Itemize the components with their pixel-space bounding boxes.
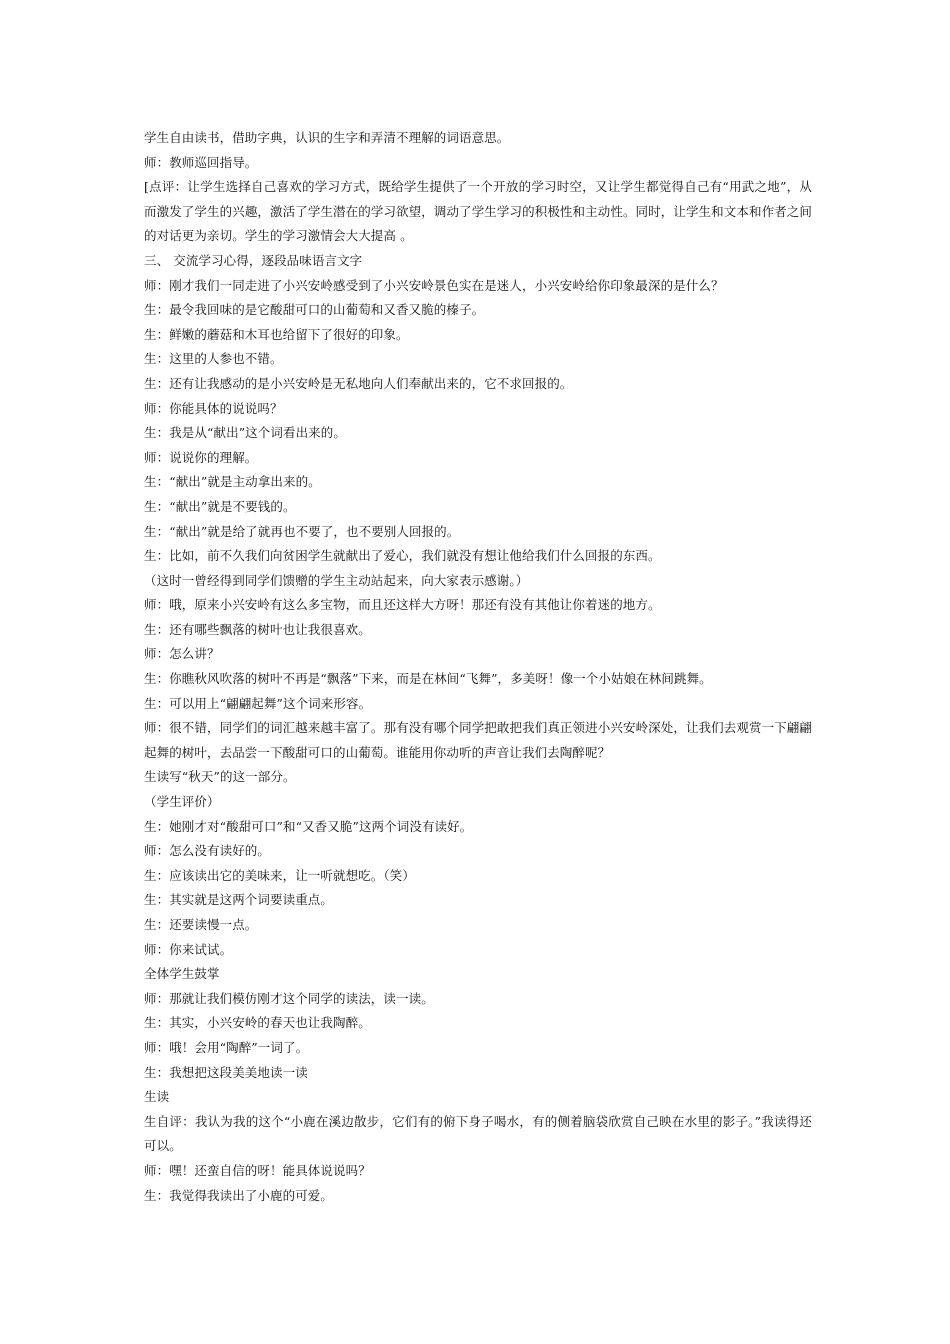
section-heading: 三、 交流学习心得，逐段品味语言文字 bbox=[144, 252, 363, 268]
text-line: 生：还有让我感动的是小兴安岭是无私地向人们奉献出来的，它不求回报的。 bbox=[144, 375, 573, 391]
text-line: 生：“献出”就是不要钱的。 bbox=[144, 498, 296, 514]
text-line: （学生评价） bbox=[144, 794, 220, 810]
text-line: 生：还要读慢一点。 bbox=[144, 917, 258, 932]
document-page bbox=[144, 126, 812, 1208]
text-line: 师：说说你的理解。 bbox=[144, 449, 258, 465]
text-line: 生：其实，小兴安岭的春天也让我陶醉。 bbox=[144, 1015, 371, 1031]
text-line: 生：鲜嫩的蘑菇和木耳也给留下了很好的印象。 bbox=[144, 326, 409, 342]
comment-paragraph: [点评：让学生选择自己喜欢的学习方式，既给学生提供了一个开放的学习时空，又让学生都觉得自己有“用武之地”，从而激发了学生的兴趣，激活了学生潜在的学习欲望，调动了学生学习的积极性和主动性。同时，让学生和文本和作者之间的对话更为亲切。学生的学习激情会大大提高 。 bbox=[144, 179, 812, 244]
text-line: 学生自由读书，借助字典，认识的生字和弄清不理解的词语意思。 bbox=[144, 130, 510, 145]
text-line: 师：那就让我们模仿刚才这个同学的读法，读一读。 bbox=[144, 990, 434, 1006]
text-line: 生：这里的人参也不错。 bbox=[144, 351, 283, 367]
text-line: 师：刚才我们一同走进了小兴安岭感受到了小兴安岭景色实在是迷人，小兴安岭给你印象最深的是什么？ bbox=[144, 277, 724, 293]
text-line: 生：可以用上“翩翩起舞”这个词来形容。 bbox=[144, 695, 372, 711]
text-line: 生读 bbox=[144, 1089, 170, 1105]
text-line: 生：她刚才对“酸甜可口”和“又香又脆”这两个词没有读好。 bbox=[144, 818, 473, 834]
text-line: 生读写“秋天”的这一部分。 bbox=[144, 769, 296, 785]
text-line: 生：我想把这段美美地读一读 bbox=[144, 1064, 308, 1080]
text-line: 师：哦！会用“陶醉”一词了。 bbox=[144, 1039, 309, 1055]
text-paragraph: 师：很不错，同学们的词汇越来越丰富了。那有没有哪个同学把敢把我们真正领进小兴安岭深处，让我们去观赏一下翩翩起舞的树叶，去品尝一下酸甜可口的山葡萄。谁能用你动听的声音让我们去陶醉呢？ bbox=[144, 720, 812, 760]
text-line: 生：“献出”就是主动拿出来的。 bbox=[144, 474, 321, 490]
text-line: 师：怎么讲？ bbox=[144, 646, 220, 662]
text-line: 全体学生鼓掌 bbox=[144, 966, 220, 982]
text-line: 生：我觉得我读出了小鹿的可爱。 bbox=[144, 1187, 334, 1203]
text-line: 师：教师巡回指导。 bbox=[144, 154, 258, 170]
text-line: 生：还有哪些飘落的树叶也让我很喜欢。 bbox=[144, 621, 371, 637]
text-line: 师：你能具体的说说吗？ bbox=[144, 400, 283, 416]
text-line: 师：哦，原来小兴安岭有这么多宝物，而且还这样大方呀！那还有没有其他让你着迷的地方。 bbox=[144, 597, 661, 613]
text-paragraph: 生自评：我认为我的这个“小鹿在溪边散步，它们有的俯下身子喝水，有的侧着脑袋欣赏自己映在水里的影子。”我读得还可以。 bbox=[144, 1113, 812, 1154]
text-line: 生：比如，前不久我们向贫困学生就献出了爱心，我们就没有想让他给我们什么回报的东西。 bbox=[144, 548, 661, 564]
text-line: 生：其实就是这两个词要读重点。 bbox=[144, 892, 334, 908]
text-line: 师：嘿！还蛮自信的呀！能具体说说吗？ bbox=[144, 1162, 371, 1178]
text-line: 师：怎么没有读好的。 bbox=[144, 843, 271, 859]
text-line: 生：我是从“献出”这个词看出来的。 bbox=[144, 425, 346, 441]
text-line: 师：你来试试。 bbox=[144, 941, 233, 957]
text-line: 生：“献出”就是给了就再也不要了，也不要别人回报的。 bbox=[144, 523, 460, 539]
text-line: 生：你瞧秋风吹落的树叶不再是“飘落”下来，而是在林间“飞舞”，多美呀！像一个小姑娘在林间跳舞。 bbox=[144, 671, 712, 687]
text-line: 生：最令我回味的是它酸甜可口的山葡萄和又香又脆的榛子。 bbox=[144, 302, 485, 318]
text-line: （这时一曾经得到同学们馈赠的学生主动站起来，向大家表示感谢。） bbox=[144, 572, 529, 588]
text-line: 生：应该读出它的美味来，让一听就想吃。（笑） bbox=[144, 867, 415, 883]
